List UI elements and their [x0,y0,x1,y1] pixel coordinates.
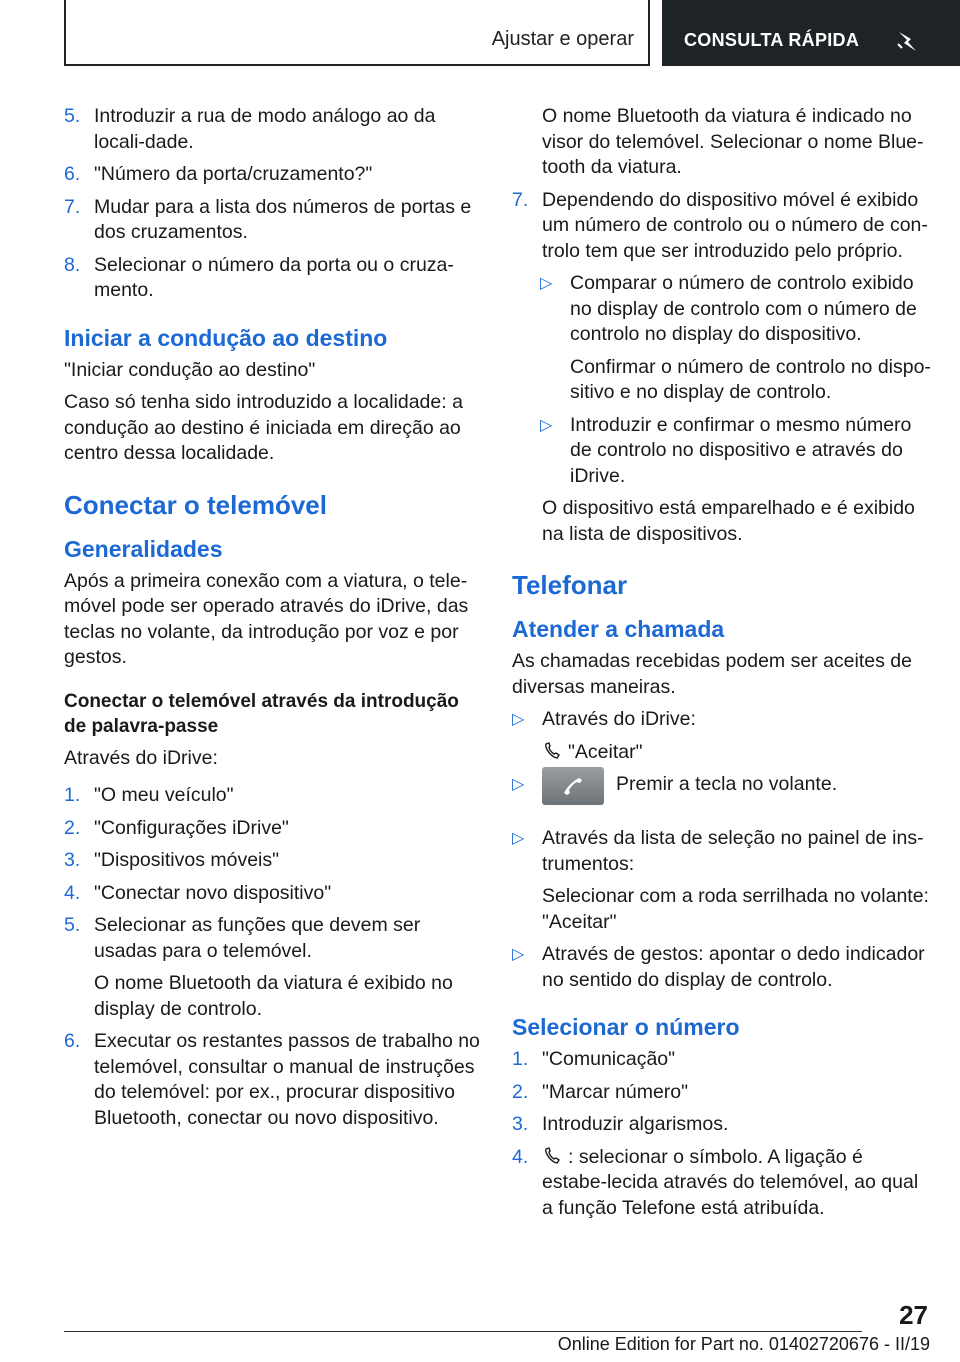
page-header [0,0,960,66]
step-text: Introduzir a rua de modo análogo ao da locali-dade. [94,105,436,153]
step-text: "Marcar número" [542,1080,689,1103]
step-number: 3. [512,1113,529,1135]
list-item [512,1047,932,1073]
list-item [64,881,480,907]
step-text: Introduzir algarismos. [542,1113,729,1135]
left-column [64,104,480,1138]
step-number: 2. [512,1080,529,1103]
step-number: 4. [512,1145,529,1168]
step-text: "Número da porta/cruzamento?" [94,163,373,185]
section-title: Ajustar e operar [491,28,634,50]
general-description: Após a primeira conexão com a viatura, o tele-móvel pode ser operado através do iDrive, das teclas no volante, da introdução por voz e por gestos. [64,569,469,668]
list-item [512,1080,932,1106]
quick-reference-title: CONSULTA RÁPIDA [684,30,860,50]
triangle-bullet-icon: ▷ [512,776,525,793]
triangle-bullet-icon: ▷ [512,946,525,963]
triangle-bullet-icon: ▷ [512,830,525,847]
list-item [64,104,480,155]
step-text: Executar os restantes passos de trabalho no telemóvel, consultar o manual de instruções do telemóvel: por ex., procurar dispositivo Bluetooth, conectar ou novo dispositivo. [94,1030,480,1129]
address-steps [64,104,480,304]
bullet-text: Premir a tecla no volante. [616,773,838,795]
bullet-text: Através de gestos: apontar o dedo indicador no sentido do display de controlo. [542,943,925,991]
step-text: "Conectar novo dispositivo" [94,881,332,904]
triangle-bullet-icon: ▷ [512,711,525,728]
list-item [64,162,480,188]
quick-reference-tab [662,0,960,66]
sub-item [512,413,932,490]
step-number: 5. [64,105,81,127]
step-number: 4. [64,881,81,904]
triangle-bullet-icon: ▷ [540,416,553,434]
right-column [512,104,932,1228]
list-item [64,848,480,874]
step-number: 1. [512,1048,529,1070]
step-text: Selecionar as funções que devem ser usadas para o telemóvel. [94,914,421,962]
heading-general: Generalidades [64,535,223,562]
step-number: 3. [64,849,81,871]
step-number: 1. [64,784,81,806]
list-item [64,253,480,304]
step-text: "Configurações iDrive" [94,816,289,839]
step-number: 2. [64,816,81,839]
page-number: 27 [899,1300,928,1330]
step-text: : selecionar o símbolo. A ligação é estabe-lecida através do telemóvel, ao qual a função Telefone está atribuída. [542,1145,919,1219]
heading-password: Conectar o telemóvel através da introdução de palavra-passe [64,690,459,737]
connect-steps [64,783,480,964]
step-text: Mudar para a lista dos números de portas e dos cruzamentos. [94,195,472,243]
step-number: 8. [64,253,81,276]
list-item [64,783,480,809]
list-item [512,1112,932,1138]
heading-connect-phone: Conectar o telemóvel [64,489,327,520]
step5-continuation: O nome Bluetooth da viatura é exibido no display de controlo. [94,972,453,1020]
footer-divider [64,1331,862,1332]
step-number: 6. [64,163,81,185]
footer-edition: Online Edition for Part no. 01402720676 - II/19 [557,1334,930,1354]
via-idrive: Através do iDrive: [64,746,218,769]
heading-select-number: Selecionar o número [512,1014,740,1040]
start-description: Caso só tenha sido introduzido a localidade: a condução ao destino é iniciada em direção ao centro dessa localidade. [64,391,463,464]
step-number: 7. [64,195,81,218]
lightning-icon [896,30,920,52]
heading-telephone: Telefonar [512,570,628,600]
start-command: "Iniciar condução ao destino" [64,358,316,381]
heading-start-guidance: Iniciar a condução ao destino [64,324,388,351]
step7-continuation: O dispositivo está emparelhado e é exibido na lista de dispositivos. [542,497,915,545]
triangle-bullet-icon: ▷ [540,275,553,292]
list-item [64,913,480,964]
step-text: "O meu veículo" [94,784,234,806]
sub-item-text: Introduzir e confirmar o mesmo número de controlo no dispositivo e através do iDrive. [570,413,912,487]
steering-wheel-phone-key [542,767,604,805]
phone-icon [561,775,585,797]
list-item [512,1145,932,1222]
sub-item-text: Comparar o número de controlo exibido no display de controlo com o número de controlo no display do dispositivo. [570,272,917,345]
list-item [64,816,480,842]
step-text: Dependendo do dispositivo móvel é exibido um número de controlo ou o número de con-trolo tem que ser introduzido pelo próprio. [542,188,928,262]
bullet-continuation: Selecionar com a roda serrilhada no volante: "Aceitar" [542,885,929,933]
heading-answer-call: Atender a chamada [512,616,725,642]
bullet-continuation [512,740,932,766]
phone-icon [542,1146,564,1166]
step-text: "Dispositivos móveis" [94,849,280,871]
list-item [64,1029,480,1131]
sub-item-continuation: Confirmar o número de controlo no dispo-sitivo e no display de controlo. [570,355,931,403]
step-number: 6. [64,1030,81,1052]
step-text: Selecionar o número da porta ou o cruza-mento. [94,253,454,301]
step6-continuation: O nome Bluetooth da viatura é indicado no visor do telemóvel. Selecionar o nome Blue-tooth da viatura. [542,105,924,178]
answer-description: As chamadas recebidas podem ser aceites de diversas maneiras. [512,650,912,698]
step-number: 5. [64,914,81,936]
section-tab [64,0,650,66]
step-text: "Comunicação" [542,1048,676,1070]
bullet-item [512,826,932,877]
bullet-text: Através do iDrive: [542,708,696,730]
bullet-item [512,942,932,993]
bullet-text: Através da lista de seleção no painel de ins-trumentos: [542,827,924,875]
list-item [512,188,932,265]
phone-icon [542,741,564,761]
accept-command: "Aceitar" [568,740,643,763]
bullet-item [512,772,932,812]
step-number: 7. [512,188,529,211]
bullet-item [512,707,932,733]
list-item [64,195,480,246]
sub-item [512,271,932,348]
dial-steps [512,1047,932,1138]
